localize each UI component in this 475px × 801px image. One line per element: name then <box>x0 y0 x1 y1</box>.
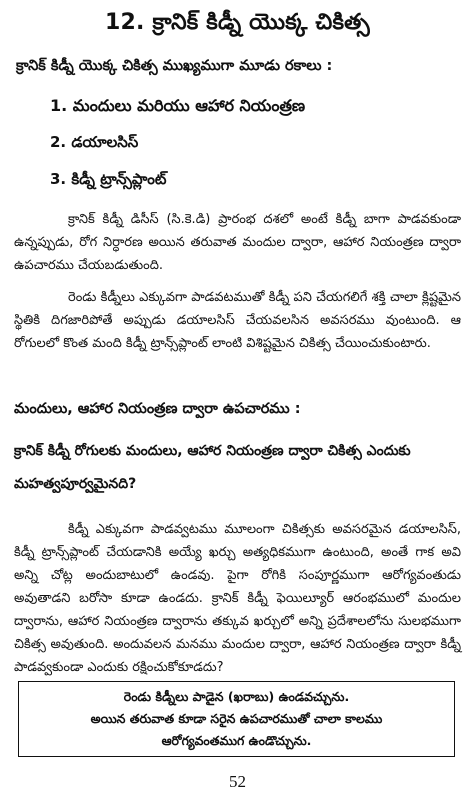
section-heading: మందులు, ఆహార నియంత్రణ ద్వారా ఉపచారము : <box>14 401 301 417</box>
chapter-title: 12. క్రానిక్ కిడ్నీ యొక్క చికిత్స <box>105 10 370 35</box>
question-heading: క్రానిక్ కిడ్నీ రోగులకు మందులు, ఆహార నియంత్రణ ద్వారా చికిత్స ఎందుకు మహత్వపూర్వమైనది? <box>14 443 411 492</box>
paragraph-text: కిడ్నీ ఎక్కువగా పాడవ్వటము మూలంగా చికిత్సకు అవసరమైన డయాలసిస్, కిడ్నీ ట్రాన్స్‌ప్లాంట్ చేయడానికి అయ్యే ఖర్చు అత్యధికముగా ఉంటుంది, అంతే గాక అవి అన్ని చోట్ల అందుబాటులో ఉండవు. పైగా రోగికి సంపూర్ణముగా ఆరోగ్యవంతుడు అవుతాడని బరోసా కూడా ఉండదు. క్రానిక్ కిడ్నీ ఫెయిల్యూర్ ఆరంభములో మందుల ద్వారాను, ఆహార నియంత్రణ ద్వారాను తక్కువ ఖర్చులో అన్ని ప్రదేశాలలోను సులభముగా చికిత్స అవుతుంది. అందువలన మనము మందుల ద్వారా, ఆహార నియంత్రణ ద్వారా కిడ్నీ పాడవ్వకుండా ఎందుకు రక్షించుకోకూడదు? <box>14 522 461 675</box>
paragraph-early-stage <box>14 208 461 277</box>
paragraph-dialysis-transplant <box>14 286 461 355</box>
paragraph-importance <box>14 518 461 679</box>
list-item: 1. మందులు మరియు ఆహార నియంత్రణ <box>50 96 306 115</box>
treatment-type-list <box>50 96 305 207</box>
page-number: 52 <box>229 772 246 791</box>
list-item: 2. డయాలసిస్ <box>50 133 139 151</box>
list-item: 3. కిడ్నీ ట్రాన్స్‌ప్లాంట్ <box>50 170 167 188</box>
paragraph-text: క్రానిక్ కిడ్నీ డిసీస్ (సి.కె.డి) ప్రారంభ దశలో అంటే కిడ్నీ బాగా పాడవకుండా ఉన్నప్పుడు, రోగ నిర్ధారణ అయిన తరువాత మందుల ద్వారా, ఆహార నియంత్రణ ద్వారా ఉపచారము చేయబడుతుంది. <box>14 212 461 273</box>
highlight-line: అయిన తరువాత కూడా సరైన ఉపచారముతో చాలా కాలము <box>90 711 383 726</box>
highlight-box <box>18 681 455 757</box>
highlight-line: ఆరోగ్యవంతముగ ఉండొచ్చును. <box>161 733 312 748</box>
highlight-line: రెండు కిడ్నీలు పాడైన (ఖరాబు) ఉండవచ్చును. <box>123 689 350 704</box>
paragraph-text: రెండు కిడ్నీలు ఎక్కువగా పాడవటముతో కిడ్నీ పని చేయగలిగే శక్తి చాలా క్లిష్టమైన స్థితికి దిగజారిపోతే అప్పుడు డయాలసిస్ చేయవలసిన అవసరము వుంటుంది. ఆ రోగులలో కొంత మంది కిడ్నీ ట్రాన్స్‌ప్లాంట్ లాంటి విశిష్టమైన చికిత్స చేయించుకుంటారు. <box>14 290 461 351</box>
intro-line: క్రానిక్ కిడ్నీ యొక్క చికిత్స ముఖ్యముగా మూడు రకాలు : <box>16 58 333 74</box>
